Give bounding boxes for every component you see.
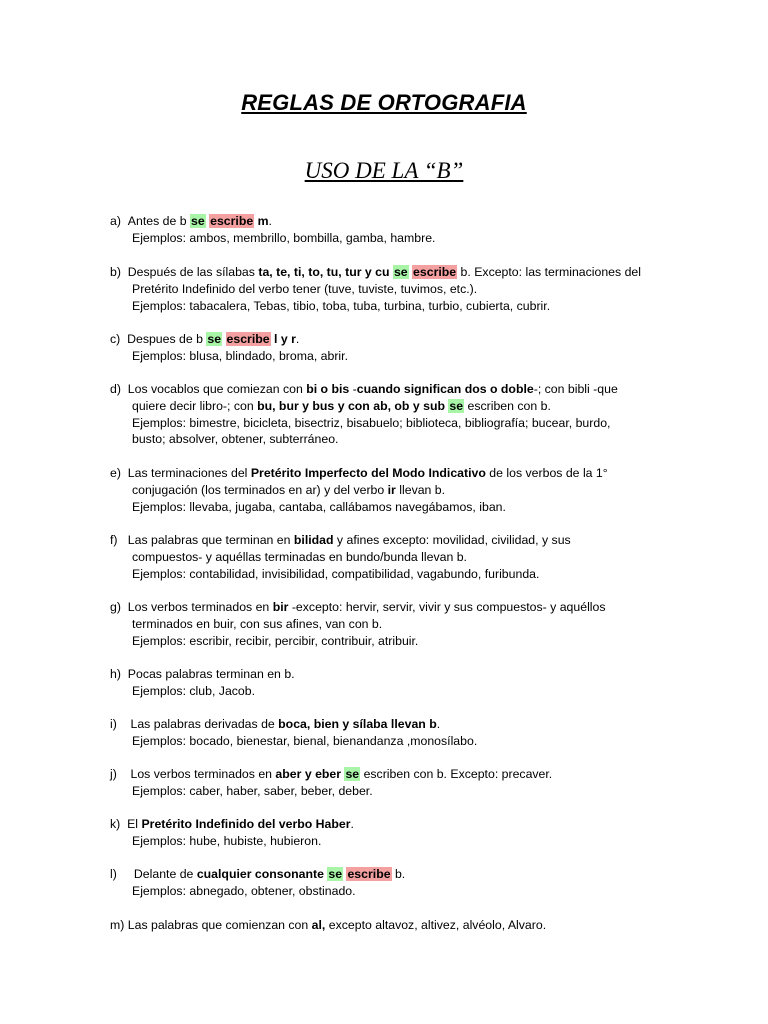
bold-term: cuando significan dos o doble: [356, 382, 534, 396]
rule-f-text: [110, 532, 658, 549]
rule-c-text: [110, 331, 658, 348]
bold-term: ir: [387, 482, 396, 497]
rule-k-examples: Ejemplos: hube, hubiste, hubieron.: [132, 833, 322, 848]
rule-text: conjugación (los terminados en ar) y del verbo: [132, 482, 388, 497]
bold-term: Pretérito Indefinido del verbo Haber: [141, 817, 351, 831]
rule-text: -: [349, 382, 357, 396]
bold-term: Pretérito Imperfecto del Modo Indicativo: [250, 466, 486, 480]
rule-text: excepto altavoz, altivez, alvéolo, Alvaro.: [325, 918, 547, 932]
bold-term: bilidad: [293, 533, 334, 547]
rule-text: Las palabras derivadas de: [130, 717, 279, 731]
rule-g: [110, 599, 658, 649]
rule-j-examples: Ejemplos: caber, haber, saber, beber, deber.: [132, 783, 373, 798]
rule-i: [110, 716, 658, 750]
rule-a-text: [110, 213, 658, 230]
rule-f-continuation: compuestos- y aquéllas terminadas en bundo/bunda llevan b.: [132, 549, 467, 564]
rule-text: -; con bibli -que: [533, 382, 618, 396]
highlight-escribe: escribe: [413, 265, 457, 279]
rule-k-text: [110, 816, 658, 833]
rule-text: Los verbos terminados en: [130, 767, 276, 781]
bold-term: aber y eber: [275, 767, 342, 781]
rule-label: j): [110, 767, 117, 781]
rule-text: Delante de: [133, 867, 197, 881]
highlight-escribe: escribe: [347, 867, 391, 881]
rule-text: quiere decir libro-; con: [132, 398, 258, 413]
rule-label: f): [110, 533, 118, 547]
rule-text: Los verbos terminados en: [127, 600, 273, 614]
rule-j-text: [110, 766, 658, 783]
rule-label: k): [110, 817, 121, 831]
highlight-se: se: [393, 265, 408, 279]
rule-i-examples: Ejemplos: bocado, bienestar, bienal, bienandanza ,monosílabo.: [132, 733, 478, 748]
bold-term: m: [257, 214, 269, 228]
rule-text: escriben con b. Excepto: precaver.: [360, 767, 553, 781]
highlight-se: se: [191, 214, 205, 228]
rule-text: y afines excepto: movilidad, civilidad, y sus: [333, 533, 571, 547]
rule-label: l): [110, 867, 117, 881]
highlight-se: se: [207, 332, 222, 346]
rule-label: i): [110, 717, 117, 731]
rule-m: [110, 917, 658, 934]
document-title: REGLAS DE ORTOGRAFIA: [241, 90, 527, 115]
rule-text: Despues de b: [127, 332, 207, 346]
bold-term: cualquier consonante: [196, 867, 324, 881]
highlight-escribe: escribe: [210, 214, 254, 228]
rule-d-examples-continued: busto; absolver, obtener, subterráneo.: [132, 432, 339, 447]
highlight-se: se: [449, 398, 464, 413]
rule-label: m): [110, 918, 125, 932]
rule-h-examples: Ejemplos: club, Jacob.: [132, 683, 256, 698]
rule-text: .: [295, 332, 300, 346]
bold-term: bu, bur y bus y con ab, ob y sub: [257, 398, 445, 413]
rule-k: [110, 816, 658, 850]
rule-b-text: [110, 264, 658, 281]
rule-b-continuation: Pretérito Indefinido del verbo tener (tuve, tuviste, tuvimos, etc.).: [132, 281, 478, 296]
rule-text: .: [350, 817, 354, 831]
rule-text: Después de las sílabas: [127, 265, 259, 279]
rule-text: de los verbos de la 1°: [485, 466, 608, 480]
rule-e-text: [110, 465, 658, 482]
rule-g-examples: Ejemplos: escribir, recibir, percibir, contribuir, atribuir.: [132, 633, 419, 648]
rule-d-text: [110, 381, 658, 398]
rule-c: [110, 331, 658, 365]
rule-text: Las terminaciones del: [127, 466, 251, 480]
rule-label: e): [110, 466, 121, 480]
rule-text: b.: [391, 867, 406, 881]
rule-b-examples: Ejemplos: tabacalera, Tebas, tibio, toba, tuba, turbina, turbio, cubierta, cubrir.: [132, 298, 551, 313]
rule-text: Antes de b: [127, 214, 190, 228]
rule-e-examples: Ejemplos: llevaba, jugaba, cantaba, callábamos navegábamos, iban.: [132, 499, 506, 514]
bold-term: l y r: [274, 332, 296, 346]
document-subtitle: USO DE LA “B”: [304, 158, 464, 183]
highlight-escribe: escribe: [226, 332, 270, 346]
bold-term: bir: [272, 600, 289, 614]
rule-l: [110, 866, 658, 900]
rule-j: [110, 766, 658, 800]
rule-g-text: [110, 599, 658, 616]
rule-i-text: [110, 716, 658, 733]
rule-g-continuation: terminados en buir, con sus afines, van con b.: [132, 616, 383, 631]
rule-l-text: [110, 866, 658, 883]
rule-c-examples: Ejemplos: blusa, blindado, broma, abrir.: [132, 348, 348, 363]
rule-text: .: [436, 717, 441, 731]
rule-l-examples: Ejemplos: abnegado, obtener, obstinado.: [132, 883, 356, 898]
rule-d: [110, 381, 658, 448]
rule-m-text: [110, 917, 658, 934]
rule-label: a): [110, 214, 121, 228]
rule-text: -excepto: hervir, servir, vivir y sus compuestos- y aquéllos: [288, 600, 606, 614]
rule-f-examples: Ejemplos: contabilidad, invisibilidad, compatibilidad, vagabundo, furibunda.: [132, 566, 540, 581]
rule-d-continuation: [110, 398, 658, 415]
rule-label: b): [110, 265, 121, 279]
rule-e-continuation: [110, 482, 658, 499]
rule-h-text: [110, 666, 658, 683]
rule-text: El: [127, 817, 142, 831]
rule-text: llevan b.: [395, 482, 446, 497]
highlight-se: se: [328, 867, 343, 881]
bold-term: al,: [311, 918, 326, 932]
rule-text: Pocas palabras terminan en b.: [127, 667, 295, 681]
highlight-se: se: [345, 767, 360, 781]
rule-label: c): [110, 332, 121, 346]
rule-text: b. Excepto: las terminaciones del: [457, 265, 641, 279]
rule-text: escriben con b.: [464, 398, 551, 413]
rule-b: [110, 264, 658, 314]
rule-label: h): [110, 667, 121, 681]
rule-h: [110, 666, 658, 700]
rule-text: Las palabras que comienzan con: [127, 918, 312, 932]
rule-f: [110, 532, 658, 582]
bold-term: ta, te, ti, to, tu, tur y cu: [258, 265, 390, 279]
rule-e: [110, 465, 658, 515]
rule-text: Las palabras que terminan en: [127, 533, 294, 547]
rule-a-examples: Ejemplos: ambos, membrillo, bombilla, gamba, hambre.: [132, 230, 436, 245]
rule-text: .: [268, 214, 272, 228]
bold-term: bi o bis: [306, 382, 350, 396]
rule-label: g): [110, 600, 121, 614]
rule-d-examples: Ejemplos: bimestre, bicicleta, bisectriz, bisabuelo; biblioteca, bibliografía; bucear, burdo,: [132, 415, 611, 430]
rule-text: Los vocablos que comiezan con: [127, 382, 307, 396]
bold-term: boca, bien y sílaba llevan b: [278, 717, 437, 731]
rule-label: d): [110, 382, 121, 396]
rule-a: [110, 213, 658, 247]
